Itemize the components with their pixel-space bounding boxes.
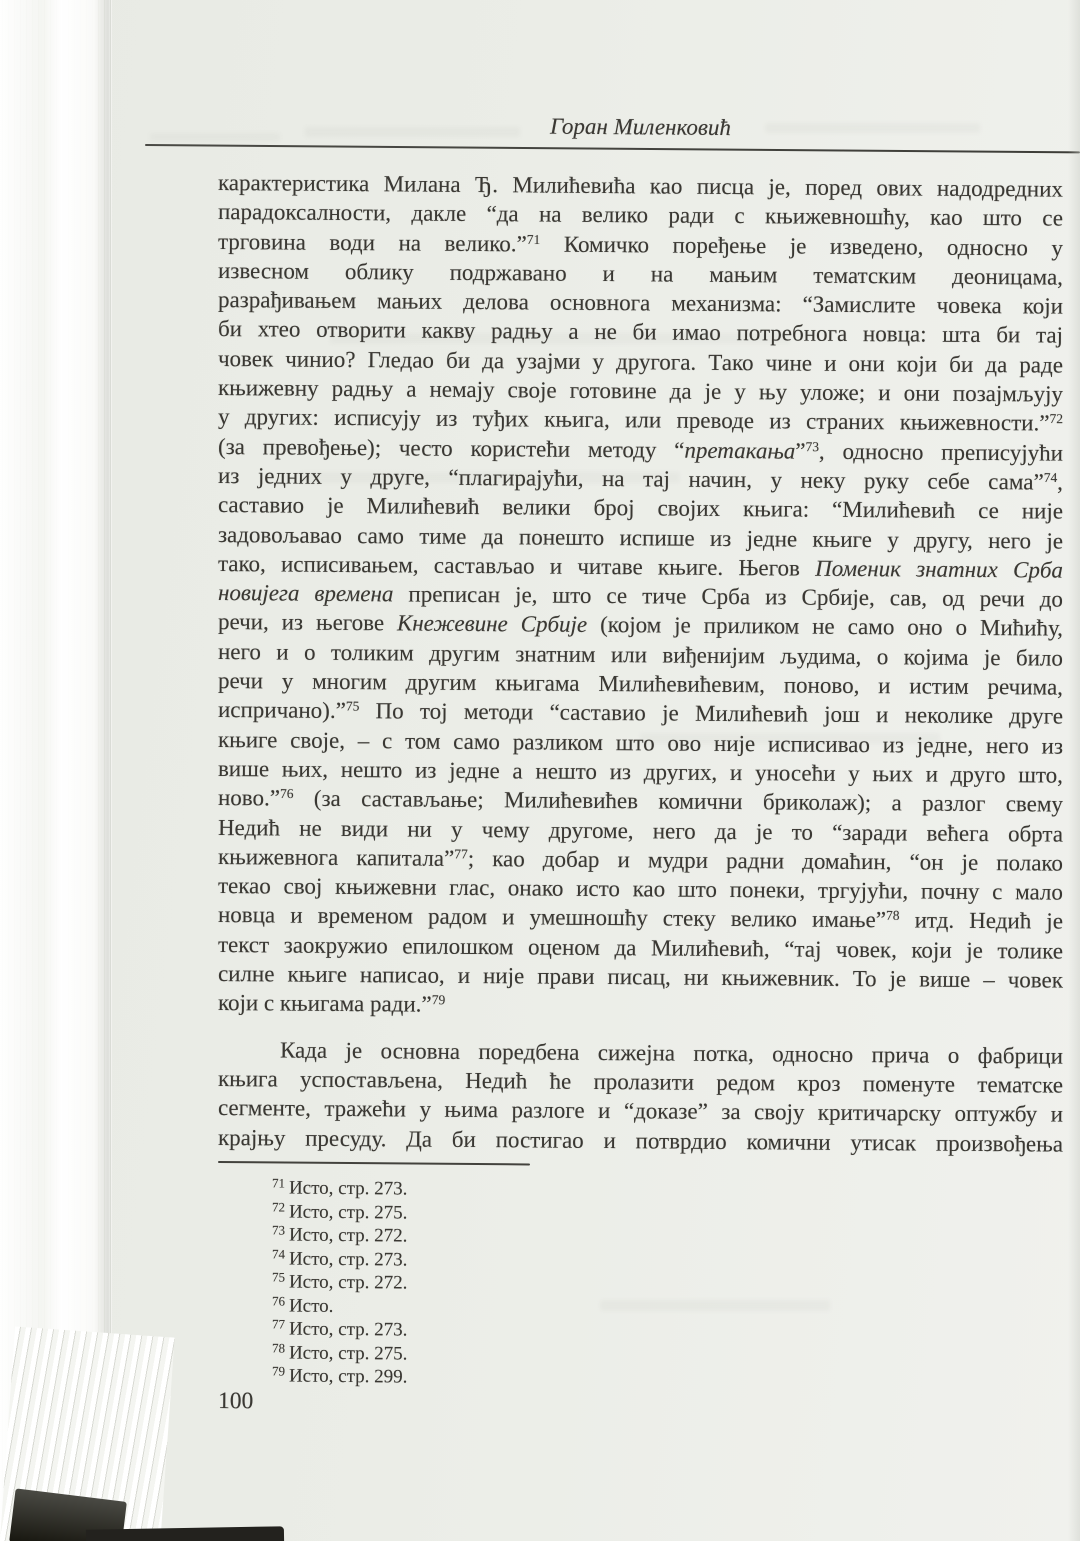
text-line: крајњу пресуду. Да би постигао и потврдио комични утисак произвођења [217,1124,1064,1157]
text-line: који с књигама ради.”$^{79}$ [217,990,446,1017]
text-line: задовољавао само тиме да понешто испише из једне књиге у другу, него је [217,521,1064,554]
footnote-reference: 75 [345,698,360,714]
text-line: књижевну радњу а немају своје готовине да је у њу уложе; и они позајмљују [217,375,1064,407]
book-bottom-shadow [86,1526,284,1541]
footnote-reference: 76 [279,786,294,802]
footnote-text: Исто, стр. 273. [288,1177,408,1200]
running-header-author: Горан Миленковић [549,113,731,141]
text-line: новца и временом радом и умешношћу стеку велико имање”$^{78}$ итд. Недић је [217,902,1064,935]
footnote-marker: 72 [271,1198,286,1215]
text-line: разрађивањем мањих делова основнога механизма: “Замислите човека који [217,287,1064,319]
text-line: извесном облику подржавано и на мањим тематским деоницама, [217,257,1064,290]
text-line: више њих, нешто из једне а нешто из других, и уносећи у њих и друго што, [217,755,1064,788]
footnote-text: Исто, стр. 272. [288,1224,408,1247]
paragraph-1 [218,168,1063,1018]
footnote-text: Исто. [288,1295,334,1317]
text-line: сегменте, тражећи у њима разлоге и “доказе” за своју критичарску оптужбу и [217,1095,1064,1127]
text-line: него и о толиким другим знатним или виђенијим људима, о којима је било [217,638,1064,671]
footnote-separator [218,1161,530,1165]
footnote-reference: 71 [526,231,541,247]
footnote-marker: 75 [271,1269,286,1285]
footnote-text: Исто, стр. 275. [288,1342,408,1364]
footnote-marker: 79 [271,1363,286,1379]
text-line: речи у многим другим књигама Милићевићевим, поново, и истим речима, [217,668,1064,700]
text-line: текао свој књижевни глас, онако исто као што понеки, тргујући, почну с мало [217,873,1064,905]
footnote-marker: 78 [271,1339,286,1356]
footnote-marker: 76 [271,1292,286,1309]
footnote-reference: 73 [805,438,820,454]
footnote-item [218,1364,838,1392]
book-page-edges-left [0,0,112,1541]
text-line: у других: исписују из туђих књига, или преводе из страних књижевности.”$^{72}$ [217,404,1064,436]
text-line: парадоксалности, дакле “да на велико ради с књижевношћу, као што се [217,199,1064,231]
page-number: 100 [217,1388,254,1415]
footnote-reference: 77 [454,846,468,862]
footnote-text: Исто, стр. 299. [288,1365,408,1388]
text-line: речи, из његове Кнежевине Србије (којом је приликом не само оно о Мићићу, [217,609,1064,642]
footnote-text: Исто, стр. 272. [288,1271,408,1294]
footnote-reference: 78 [886,908,900,924]
footnote-marker: 71 [271,1175,286,1191]
text-line: (за превођење); често користећи методу “претакања”$^{73}$, односно преписујући [217,433,1064,466]
text-line: човек чинио? Гледао би да узајми у другога. Тако чине и они који би да раде [217,345,1064,378]
text-line: тако, исписивањем, састављао и читаве књиге. Његов Поменик знатних Срба [217,550,1064,583]
text-line: књига успостављена, Недић ће пролазити редом кроз поменуте тематске [217,1065,1064,1098]
footnote-marker: 73 [271,1222,286,1238]
text-line: силне књиге написао, и није прави писац, ни књижевник. То је више – човек [217,961,1064,993]
footnote-marker: 74 [271,1245,286,1262]
text-line: Недић не види ни у чему другоме, него да је то “заради већега обрта [217,814,1064,847]
text-line: новијега времена преписан је, што се тиче Срба из Србије, сав, од речи до [217,580,1064,612]
text-line: саставио је Милићевић велики број својих књига: “Милићевић се није [217,492,1064,524]
footnote-text: Исто, стр. 273. [288,1318,408,1341]
text-line: испричано).”$^{75}$ По тој методи “саставио је Милићевић још и неколике друге [217,697,1064,729]
text-line: текст заокружио епилошком оценом да Милићевић, “тај човек, који је толике [217,931,1064,964]
text-line: ново.”$^{76}$ (за састављање; Милићевићев комични бриколаж); а разлог свему [217,785,1064,817]
footnote-marker: 77 [271,1316,286,1332]
text-line: карактеристика Милана Ђ. Милићевића као писца је, поред ових надодредних [217,170,1064,202]
text-line: би хтео отворити какву радњу а не би имао потребнога новца: шта би тај [217,316,1064,349]
footnote-text: Исто, стр. 273. [288,1248,408,1270]
text-line: из једних у друге, “плагирајући, на тај начин, у неку руку себе сама”$^{74}$, [217,462,1064,495]
footnote-list [218,1176,838,1388]
text-line: књижевнога капитала”$^{77}$; као добар и мудри радни домаћин, “он је полако [217,843,1064,876]
text-line: Када је основна поредбена сижејна потка, односно прича о фабрици [279,1037,1064,1069]
text-line: трговина води на велико.”$^{71}$ Комичко поређење је изведено, односно у [217,228,1064,261]
footnote-reference: 79 [431,992,446,1008]
main-text [217,168,1064,1157]
paragraph-2 [217,1035,1064,1157]
footnote-text: Исто, стр. 275. [288,1201,408,1223]
header-rule [145,144,1080,154]
footnote-reference: 74 [1043,469,1058,486]
text-line: књиге своје, – с том само разликом што ово није исписивао из једне, него из [217,726,1064,759]
page-right-edge-shade [1068,0,1080,1541]
footnote-reference: 72 [1049,411,1064,427]
